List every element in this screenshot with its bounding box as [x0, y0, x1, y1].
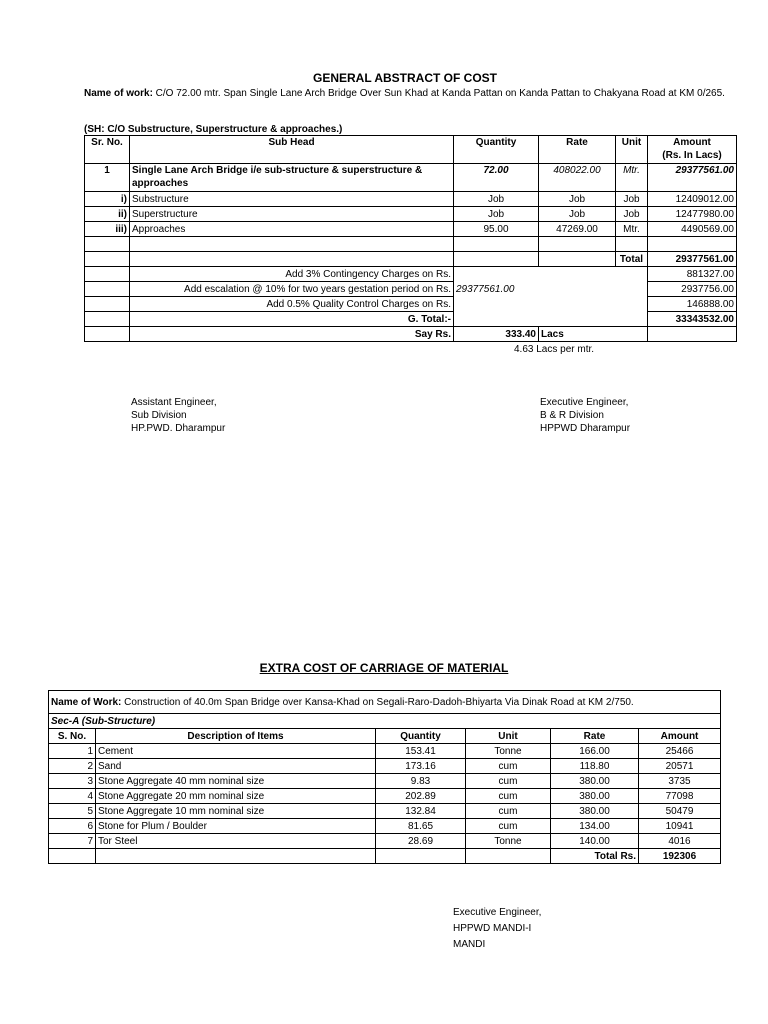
table-row: [49, 744, 721, 759]
carriage-total-row: [49, 849, 721, 864]
row-qty: 153.41: [376, 744, 466, 759]
sig-mandi-line: MANDI: [453, 939, 486, 950]
item-num: i): [85, 192, 130, 207]
say-row: [85, 327, 737, 342]
row-rate: 380.00: [551, 789, 639, 804]
table-row: [49, 774, 721, 789]
item-unit: Job: [616, 207, 648, 222]
say-value: 333.40: [454, 327, 539, 342]
main-unit: Mtr.: [616, 164, 648, 192]
row-unit: cum: [466, 804, 551, 819]
say-unit: Lacs: [539, 327, 648, 342]
main-amount: 29377561.00: [648, 164, 737, 192]
name-of-work: [84, 87, 734, 100]
item-num: ii): [85, 207, 130, 222]
blank-row: [85, 237, 737, 252]
row-sno: 6: [49, 819, 96, 834]
row-amount: 3735: [639, 774, 721, 789]
row-rate: 140.00: [551, 834, 639, 849]
item-unit: Job: [616, 192, 648, 207]
signature-right: [540, 396, 630, 435]
row-unit: cum: [466, 789, 551, 804]
carriage-name-of-work: [49, 691, 721, 714]
row-qty: 132.84: [376, 804, 466, 819]
qc-row: [85, 297, 737, 312]
col-rate: Rate: [551, 729, 639, 744]
contingency-amount: 881327.00: [648, 267, 737, 282]
item-rate: Job: [539, 207, 616, 222]
sig-left-line: Sub Division: [131, 410, 187, 421]
grand-total-row: [85, 312, 737, 327]
row-desc: Tor Steel: [96, 834, 376, 849]
row-amount: 10941: [639, 819, 721, 834]
row-amount: 50479: [639, 804, 721, 819]
carriage-total-label: Total Rs.: [551, 849, 639, 864]
item-num: iii): [85, 222, 130, 237]
header-amount-line2: (Rs. In Lacs): [662, 150, 722, 161]
carriage-header-row: [49, 729, 721, 744]
header-sr: Sr. No.: [85, 136, 130, 164]
row-sno: 5: [49, 804, 96, 819]
grand-total-amount: 33343532.00: [648, 312, 737, 327]
col-desc: Description of Items: [96, 729, 376, 744]
row-desc: Stone Aggregate 40 mm nominal size: [96, 774, 376, 789]
main-qty: 72.00: [454, 164, 539, 192]
section-row: [49, 714, 721, 729]
row-amount: 4016: [639, 834, 721, 849]
item-row: [85, 207, 737, 222]
row-amount: 20571: [639, 759, 721, 774]
row-unit: Tonne: [466, 744, 551, 759]
abstract-title: GENERAL ABSTRACT OF COST: [312, 71, 497, 85]
item-unit: Mtr.: [616, 222, 648, 237]
signature-mandi: [453, 905, 541, 953]
item-amount: 4490569.00: [648, 222, 737, 237]
sig-right-line: B & R Division: [540, 410, 604, 421]
main-sr: 1: [85, 164, 130, 192]
sig-right-line: Executive Engineer,: [540, 397, 629, 408]
item-desc: Approaches: [130, 222, 454, 237]
header-quantity: Quantity: [454, 136, 539, 164]
carriage-title: EXTRA COST OF CARRIAGE OF MATERIAL: [259, 661, 509, 675]
say-label: Say Rs.: [130, 327, 454, 342]
row-rate: 380.00: [551, 804, 639, 819]
row-desc: Stone Aggregate 10 mm nominal size: [96, 804, 376, 819]
main-row: [85, 164, 737, 192]
sig-left-line: Assistant Engineer,: [131, 397, 217, 408]
carriage-name-row: [49, 691, 721, 714]
contingency-label: Add 3% Contingency Charges on Rs.: [130, 267, 454, 282]
table-row: [49, 759, 721, 774]
col-amount: Amount: [639, 729, 721, 744]
header-row: [85, 136, 737, 164]
escalation-label: Add escalation @ 10% for two years gestation period on Rs.: [130, 282, 454, 297]
name-of-work-label: Name of work:: [84, 88, 153, 99]
row-qty: 173.16: [376, 759, 466, 774]
carriage-name-label: Name of Work:: [51, 696, 122, 708]
qc-label: Add 0.5% Quality Control Charges on Rs.: [130, 297, 454, 312]
sh-line: (SH: C/O Substructure, Superstructure & approaches.): [84, 124, 343, 135]
item-qty: Job: [454, 207, 539, 222]
abstract-table: [84, 135, 737, 342]
carriage-total-amount: 192306: [639, 849, 721, 864]
header-subhead: Sub Head: [130, 136, 454, 164]
row-qty: 81.65: [376, 819, 466, 834]
row-desc: Stone Aggregate 20 mm nominal size: [96, 789, 376, 804]
table-row: [49, 789, 721, 804]
col-sno: S. No.: [49, 729, 96, 744]
sig-mandi-line: HPPWD MANDI-I: [453, 923, 532, 934]
row-rate: 134.00: [551, 819, 639, 834]
main-desc: Single Lane Arch Bridge i/e sub-structure & superstructure & approaches: [130, 164, 454, 192]
row-unit: Tonne: [466, 834, 551, 849]
total-label: Total: [616, 252, 648, 267]
total-row: [85, 252, 737, 267]
row-desc: Cement: [96, 744, 376, 759]
row-sno: 3: [49, 774, 96, 789]
header-rate: Rate: [539, 136, 616, 164]
row-sno: 1: [49, 744, 96, 759]
sig-left-line: HP.PWD. Dharampur: [131, 423, 226, 434]
per-meter-note: 4.63 Lacs per mtr.: [514, 344, 595, 355]
item-amount: 12477980.00: [648, 207, 737, 222]
row-sno: 2: [49, 759, 96, 774]
carriage-table: [48, 690, 721, 864]
row-desc: Stone for Plum / Boulder: [96, 819, 376, 834]
row-desc: Sand: [96, 759, 376, 774]
item-qty: 95.00: [454, 222, 539, 237]
total-amount: 29377561.00: [648, 252, 737, 267]
row-rate: 118.80: [551, 759, 639, 774]
row-rate: 380.00: [551, 774, 639, 789]
row-amount: 25466: [639, 744, 721, 759]
carriage-name-text: Construction of 40.0m Span Bridge over Kansa-Khad on Segali-Raro-Dadoh-Bhiyarta Via Dinak Road at KM 2/750.: [121, 696, 634, 708]
col-unit: Unit: [466, 729, 551, 744]
sig-right-line: HPPWD Dharampur: [540, 423, 631, 434]
sig-mandi-line: Executive Engineer,: [453, 907, 542, 918]
row-qty: 9.83: [376, 774, 466, 789]
row-unit: cum: [466, 774, 551, 789]
row-rate: 166.00: [551, 744, 639, 759]
header-amount-line1: Amount: [673, 137, 711, 148]
row-unit: cum: [466, 819, 551, 834]
table-row: [49, 804, 721, 819]
name-of-work-text: C/O 72.00 mtr. Span Single Lane Arch Bridge Over Sun Khad at Kanda Pattan on Kanda Pattan to Chakyana Road at KM 0/265.: [152, 88, 725, 99]
table-row: [49, 834, 721, 849]
row-qty: 202.89: [376, 789, 466, 804]
table-row: [49, 819, 721, 834]
escalation-row: [85, 282, 737, 297]
row-unit: cum: [466, 759, 551, 774]
row-amount: 77098: [639, 789, 721, 804]
row-qty: 28.69: [376, 834, 466, 849]
grand-total-label: G. Total:-: [130, 312, 454, 327]
section-label: Sec-A (Sub-Structure): [49, 714, 721, 729]
item-rate: 47269.00: [539, 222, 616, 237]
row-sno: 7: [49, 834, 96, 849]
header-amount: [648, 136, 737, 164]
escalation-base: 29377561.00: [456, 283, 515, 295]
item-row: [85, 192, 737, 207]
item-amount: 12409012.00: [648, 192, 737, 207]
header-unit: Unit: [616, 136, 648, 164]
contingency-row: [85, 267, 737, 282]
row-sno: 4: [49, 789, 96, 804]
signature-left: [131, 396, 225, 435]
item-qty: Job: [454, 192, 539, 207]
item-desc: Superstructure: [130, 207, 454, 222]
col-qty: Quantity: [376, 729, 466, 744]
item-rate: Job: [539, 192, 616, 207]
escalation-amount: 2937756.00: [648, 282, 737, 297]
main-rate: 408022.00: [539, 164, 616, 192]
item-desc: Substructure: [130, 192, 454, 207]
item-row: [85, 222, 737, 237]
qc-amount: 146888.00: [648, 297, 737, 312]
